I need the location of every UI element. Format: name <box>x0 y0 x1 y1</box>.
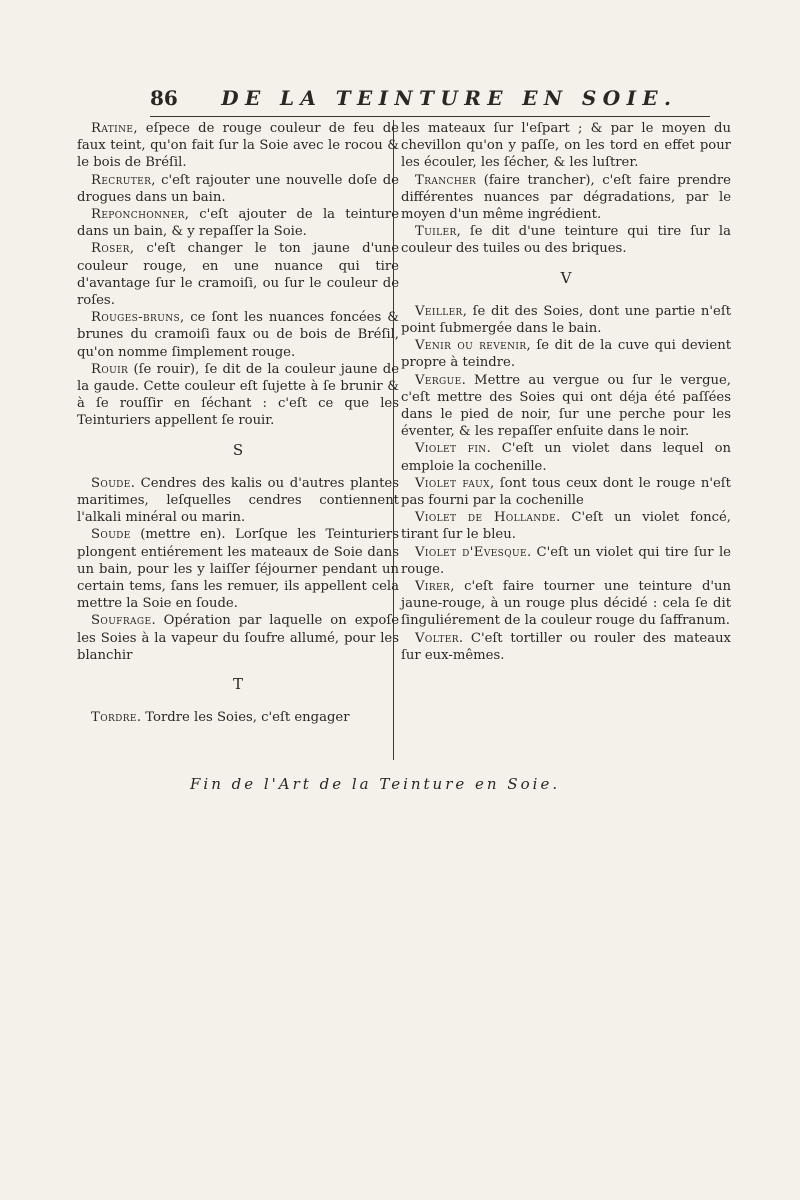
glossary-entry <box>77 612 399 664</box>
entry-term: Roser <box>91 241 130 257</box>
entry-term: Violet d'Evesque <box>415 544 527 560</box>
glossary-entry <box>77 475 399 527</box>
entry-term: Violet de Hollande <box>415 510 557 526</box>
entry-term: Recruter <box>91 172 152 188</box>
page-number: 86 <box>150 86 178 110</box>
glossary-entry <box>77 206 399 240</box>
entry-definition: . Opération par laquelle on expoſe les Soies à la vapeur du ſoufre allumé, pour les blanchir <box>77 613 399 663</box>
glossary-entry <box>401 509 731 543</box>
entry-term: Tuiler <box>415 224 457 240</box>
entry-definition: . C'eſt un violet qui tire ſur le rouge. <box>401 544 731 577</box>
entry-definition: . C'eſt tortiller ou rouler des mateaux ſur eux-mêmes. <box>401 630 731 663</box>
entry-definition: , c'eſt rajouter une nouvelle doſe de drogues dans un bain. <box>77 172 399 205</box>
glossary-entry <box>77 172 399 206</box>
glossary-entry <box>401 440 731 474</box>
entry-definition: (ſe rouir), ſe dit de la couleur jaune de la gaude. Cette couleur eſt ſujette à ſe brunir & à ſe rouſſir en ſéchant : c'eſt ce que les Teinturiers appellent ſe rouir. <box>77 361 399 429</box>
entry-term: Soufrage <box>91 613 152 629</box>
section-letter-v: V <box>560 268 572 287</box>
entry-term: Soude <box>91 527 131 543</box>
entry-definition: , ce ſont les nuances foncées & brunes du cramoiſi faux ou de bois de Bréſil, qu'on nomme ſimplement rouge. <box>77 310 399 360</box>
end-note: Fin de l'Art de la Teinture en Soie. <box>190 775 561 793</box>
section-letter-s: S <box>232 440 244 459</box>
glossary-entry <box>401 630 731 664</box>
entry-definition: . C'eſt un violet dans lequel on emploie la cochenille. <box>401 441 732 474</box>
entry-definition: . Cendres des kalis ou d'autres plantes maritimes, leſquelles cendres contiennent l'alkali minéral ou marin. <box>77 475 399 526</box>
left-column <box>77 120 399 727</box>
entry-term: Ratine <box>91 121 134 136</box>
entry-term: Volter <box>415 630 459 646</box>
entry-definition: , ſe dit de la cuve qui devient propre à teindre. <box>401 338 731 371</box>
glossary-entry <box>77 526 399 612</box>
entry-definition: , c'eſt faire tourner une teinture d'un jaune-rouge, à un rouge plus décidé : cela ſe dit ſinguliérement de la couleur rouge du ſaffranum. <box>401 579 731 629</box>
entry-term: Vergue <box>415 372 462 388</box>
right-column <box>401 120 731 664</box>
entry-term: Venir ou revenir <box>415 338 527 354</box>
entry-term: Trancher <box>415 172 477 188</box>
entry-term: Tordre <box>91 710 137 726</box>
glossary-entry <box>77 120 399 172</box>
entry-term: Virer <box>415 579 451 595</box>
entry-definition: (mettre en). Lorſque les Teinturiers plongent entiérement les mateaux de Soie dans un bain, pour les y laiſſer ſéjourner pendant un certain tems, ſans les remuer, ils appellent cela mettre la Soie en ſoude. <box>77 527 399 612</box>
glossary-entry <box>77 309 399 361</box>
entries-r <box>77 120 399 430</box>
entry-definition: , ſe dit d'une teinture qui tire ſur la couleur des tuiles ou des briques. <box>401 224 731 257</box>
entry-term: Violet fin <box>415 441 487 457</box>
glossary-entry <box>401 544 731 578</box>
entry-definition: (faire trancher), c'eſt faire prendre différentes nuances par dégradations, par le moyen d'un même ingrédient. <box>401 172 731 223</box>
header-rule <box>150 116 710 117</box>
section-letter-t: T <box>232 675 243 694</box>
glossary-entry <box>77 361 399 430</box>
entry-definition: les mateaux ſur l'eſpart ; & par le moyen du chevillon qu'on y paſſe, on les tord en effet pour les écouler, les ſécher, & les luſtrer. <box>401 121 731 171</box>
glossary-entry <box>77 240 399 309</box>
entries-v <box>401 303 731 664</box>
entries-t <box>77 709 399 726</box>
entry-term: Soude <box>91 475 131 491</box>
entry-term: Rouges-bruns <box>91 310 181 326</box>
glossary-entry <box>401 223 731 257</box>
glossary-entry <box>401 578 731 630</box>
entry-definition: , ſont tous ceux dont le rouge n'eſt pas fourni par la cochenille <box>401 475 731 509</box>
glossary-entry <box>401 120 731 172</box>
entry-term: Violet faux <box>415 475 490 491</box>
page-title: DE LA TEINTURE EN SOIE. <box>221 86 678 110</box>
entry-definition: , ſe dit des Soies, dont une partie n'eſt point ſubmergée dans le bain. <box>401 303 731 337</box>
glossary-entry <box>401 337 731 371</box>
running-header <box>150 86 710 110</box>
entry-term: Veiller <box>415 303 463 319</box>
entry-definition: . Tordre les Soies, c'eſt engager <box>136 710 350 726</box>
entry-definition: . C'eſt un violet foncé, tirant ſur le bleu. <box>401 510 731 543</box>
entry-definition: , c'eſt ajouter de la teinture dans un bain, & y repaſſer la Soie. <box>77 207 399 240</box>
entry-term: Rouir <box>91 361 129 377</box>
entry-definition: . Mettre au vergue ou ſur le vergue, c'eſt mettre des Soies qui ont déja été paſſées dans le pied de noir, ſur une perche pour les éventer, & les repaſſer enſuite dans le noir. <box>401 372 731 440</box>
entry-definition: , c'eſt changer le ton jaune d'une couleur rouge, en une nuance qui tire d'avantage ſur le cramoiſi, ou ſur le couleur de roſes. <box>77 241 399 309</box>
entries-t-cont <box>401 120 731 258</box>
entry-term: Reponchonner <box>91 207 185 223</box>
glossary-entry <box>401 172 731 224</box>
entries-s <box>77 475 399 664</box>
glossary-entry <box>401 303 731 337</box>
glossary-entry <box>77 709 399 726</box>
column-divider <box>393 120 394 760</box>
glossary-entry <box>401 475 731 509</box>
glossary-entry <box>401 372 731 441</box>
entry-definition: , eſpece de rouge couleur de feu de faux teint, qu'on fait ſur la Soie avec le rocou & le bois de Bréſil. <box>77 121 399 171</box>
